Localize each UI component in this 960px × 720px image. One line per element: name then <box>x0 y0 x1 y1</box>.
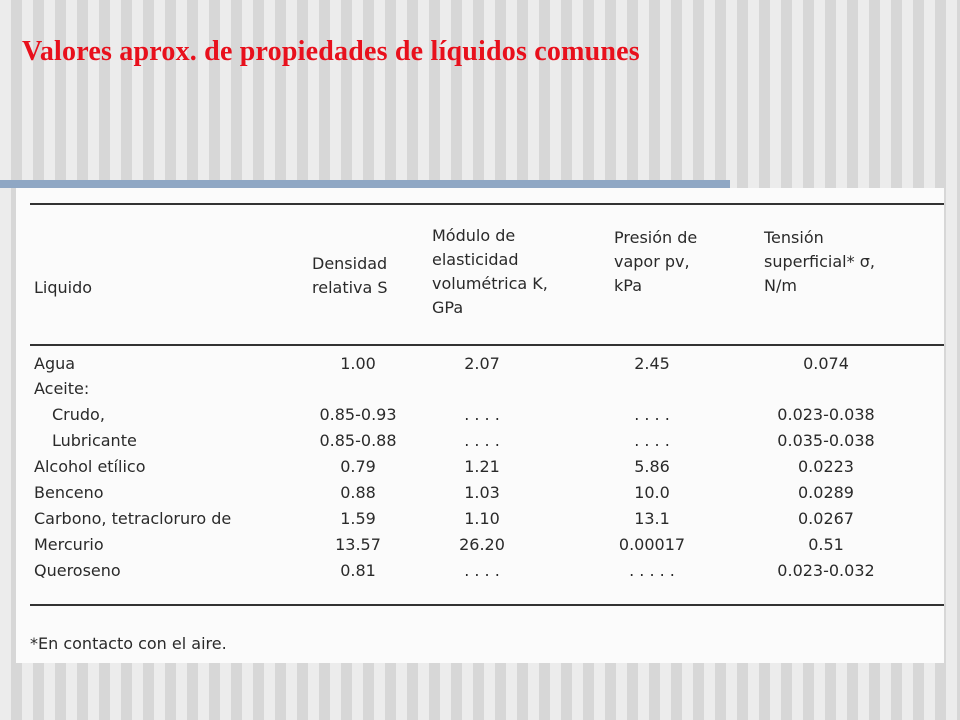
header-line: relativa S <box>312 278 388 297</box>
table-row <box>16 480 944 505</box>
header-line: vapor pv, <box>614 252 690 271</box>
cell-vapor: . . . . <box>634 431 670 450</box>
header-presion <box>614 226 697 298</box>
cell-density: 0.85-0.88 <box>319 431 397 450</box>
cell-modulus: . . . . <box>464 405 500 424</box>
header-line: Presión de <box>614 228 698 247</box>
cell-modulus: . . . . <box>464 561 500 580</box>
table-row <box>16 402 944 427</box>
header-rule <box>30 344 944 346</box>
cell-vapor: 10.0 <box>634 483 670 502</box>
cell-tension: 0.023-0.032 <box>777 561 875 580</box>
cell-liquid: Queroseno <box>34 561 121 580</box>
cell-density: 0.81 <box>340 561 376 580</box>
cell-density: 0.88 <box>340 483 376 502</box>
cell-vapor: 13.1 <box>634 509 670 528</box>
cell-modulus: 1.10 <box>464 509 500 528</box>
cell-liquid: Lubricante <box>52 431 137 450</box>
table-row <box>16 454 944 479</box>
cell-modulus: . . . . <box>464 431 500 450</box>
header-tension <box>764 226 875 298</box>
cell-liquid: Agua <box>34 354 76 373</box>
cell-liquid: Crudo, <box>52 405 105 424</box>
header-densidad <box>312 252 388 300</box>
header-line: elasticidad <box>432 250 519 269</box>
cell-tension: 0.0289 <box>798 483 854 502</box>
cell-liquid: Carbono, tetracloruro de <box>34 509 232 528</box>
cell-density: 0.79 <box>340 457 376 476</box>
table-row <box>16 506 944 531</box>
cell-vapor: . . . . . <box>629 561 675 580</box>
accent-bar <box>0 180 730 188</box>
scanned-table <box>16 188 944 663</box>
cell-density: 1.59 <box>340 509 376 528</box>
header-line: volumétrica K, <box>432 274 548 293</box>
header-line: Tensión <box>764 228 824 247</box>
table-row <box>16 351 944 376</box>
bottom-rule <box>30 604 944 606</box>
cell-tension: 0.074 <box>803 354 849 373</box>
cell-tension: 0.0267 <box>798 509 854 528</box>
cell-density: 1.00 <box>340 354 376 373</box>
cell-density: 0.85-0.93 <box>319 405 397 424</box>
header-line: Liquido <box>34 278 93 297</box>
table-row <box>16 428 944 453</box>
cell-liquid: Mercurio <box>34 535 104 554</box>
slide-title: Valores aprox. de propiedades de líquidos comunes <box>22 36 640 67</box>
cell-modulus: 26.20 <box>459 535 505 554</box>
header-line: GPa <box>432 298 464 317</box>
cell-modulus: 1.21 <box>464 457 500 476</box>
header-line: Densidad <box>312 254 388 273</box>
table-row <box>16 376 944 401</box>
table-row <box>16 532 944 557</box>
cell-tension: 0.0223 <box>798 457 854 476</box>
header-line: superficial* σ, <box>764 252 875 271</box>
cell-liquid: Aceite: <box>34 379 90 398</box>
cell-vapor: 2.45 <box>634 354 670 373</box>
cell-density: 13.57 <box>335 535 381 554</box>
table-row <box>16 558 944 583</box>
header-line: N/m <box>764 276 797 295</box>
cell-vapor: 5.86 <box>634 457 670 476</box>
top-rule <box>30 203 944 205</box>
header-line: Módulo de <box>432 226 516 245</box>
cell-tension: 0.035-0.038 <box>777 431 875 450</box>
header-modulo <box>432 224 548 320</box>
cell-modulus: 1.03 <box>464 483 500 502</box>
header-liquido <box>34 276 92 300</box>
header-line: kPa <box>614 276 642 295</box>
cell-tension: 0.51 <box>808 535 844 554</box>
cell-modulus: 2.07 <box>464 354 500 373</box>
cell-liquid: Alcohol etílico <box>34 457 146 476</box>
cell-tension: 0.023-0.038 <box>777 405 875 424</box>
cell-liquid: Benceno <box>34 483 104 502</box>
cell-vapor: 0.00017 <box>618 535 686 554</box>
cell-vapor: . . . . <box>634 405 670 424</box>
footnote: *En contacto con el aire. <box>30 634 227 653</box>
